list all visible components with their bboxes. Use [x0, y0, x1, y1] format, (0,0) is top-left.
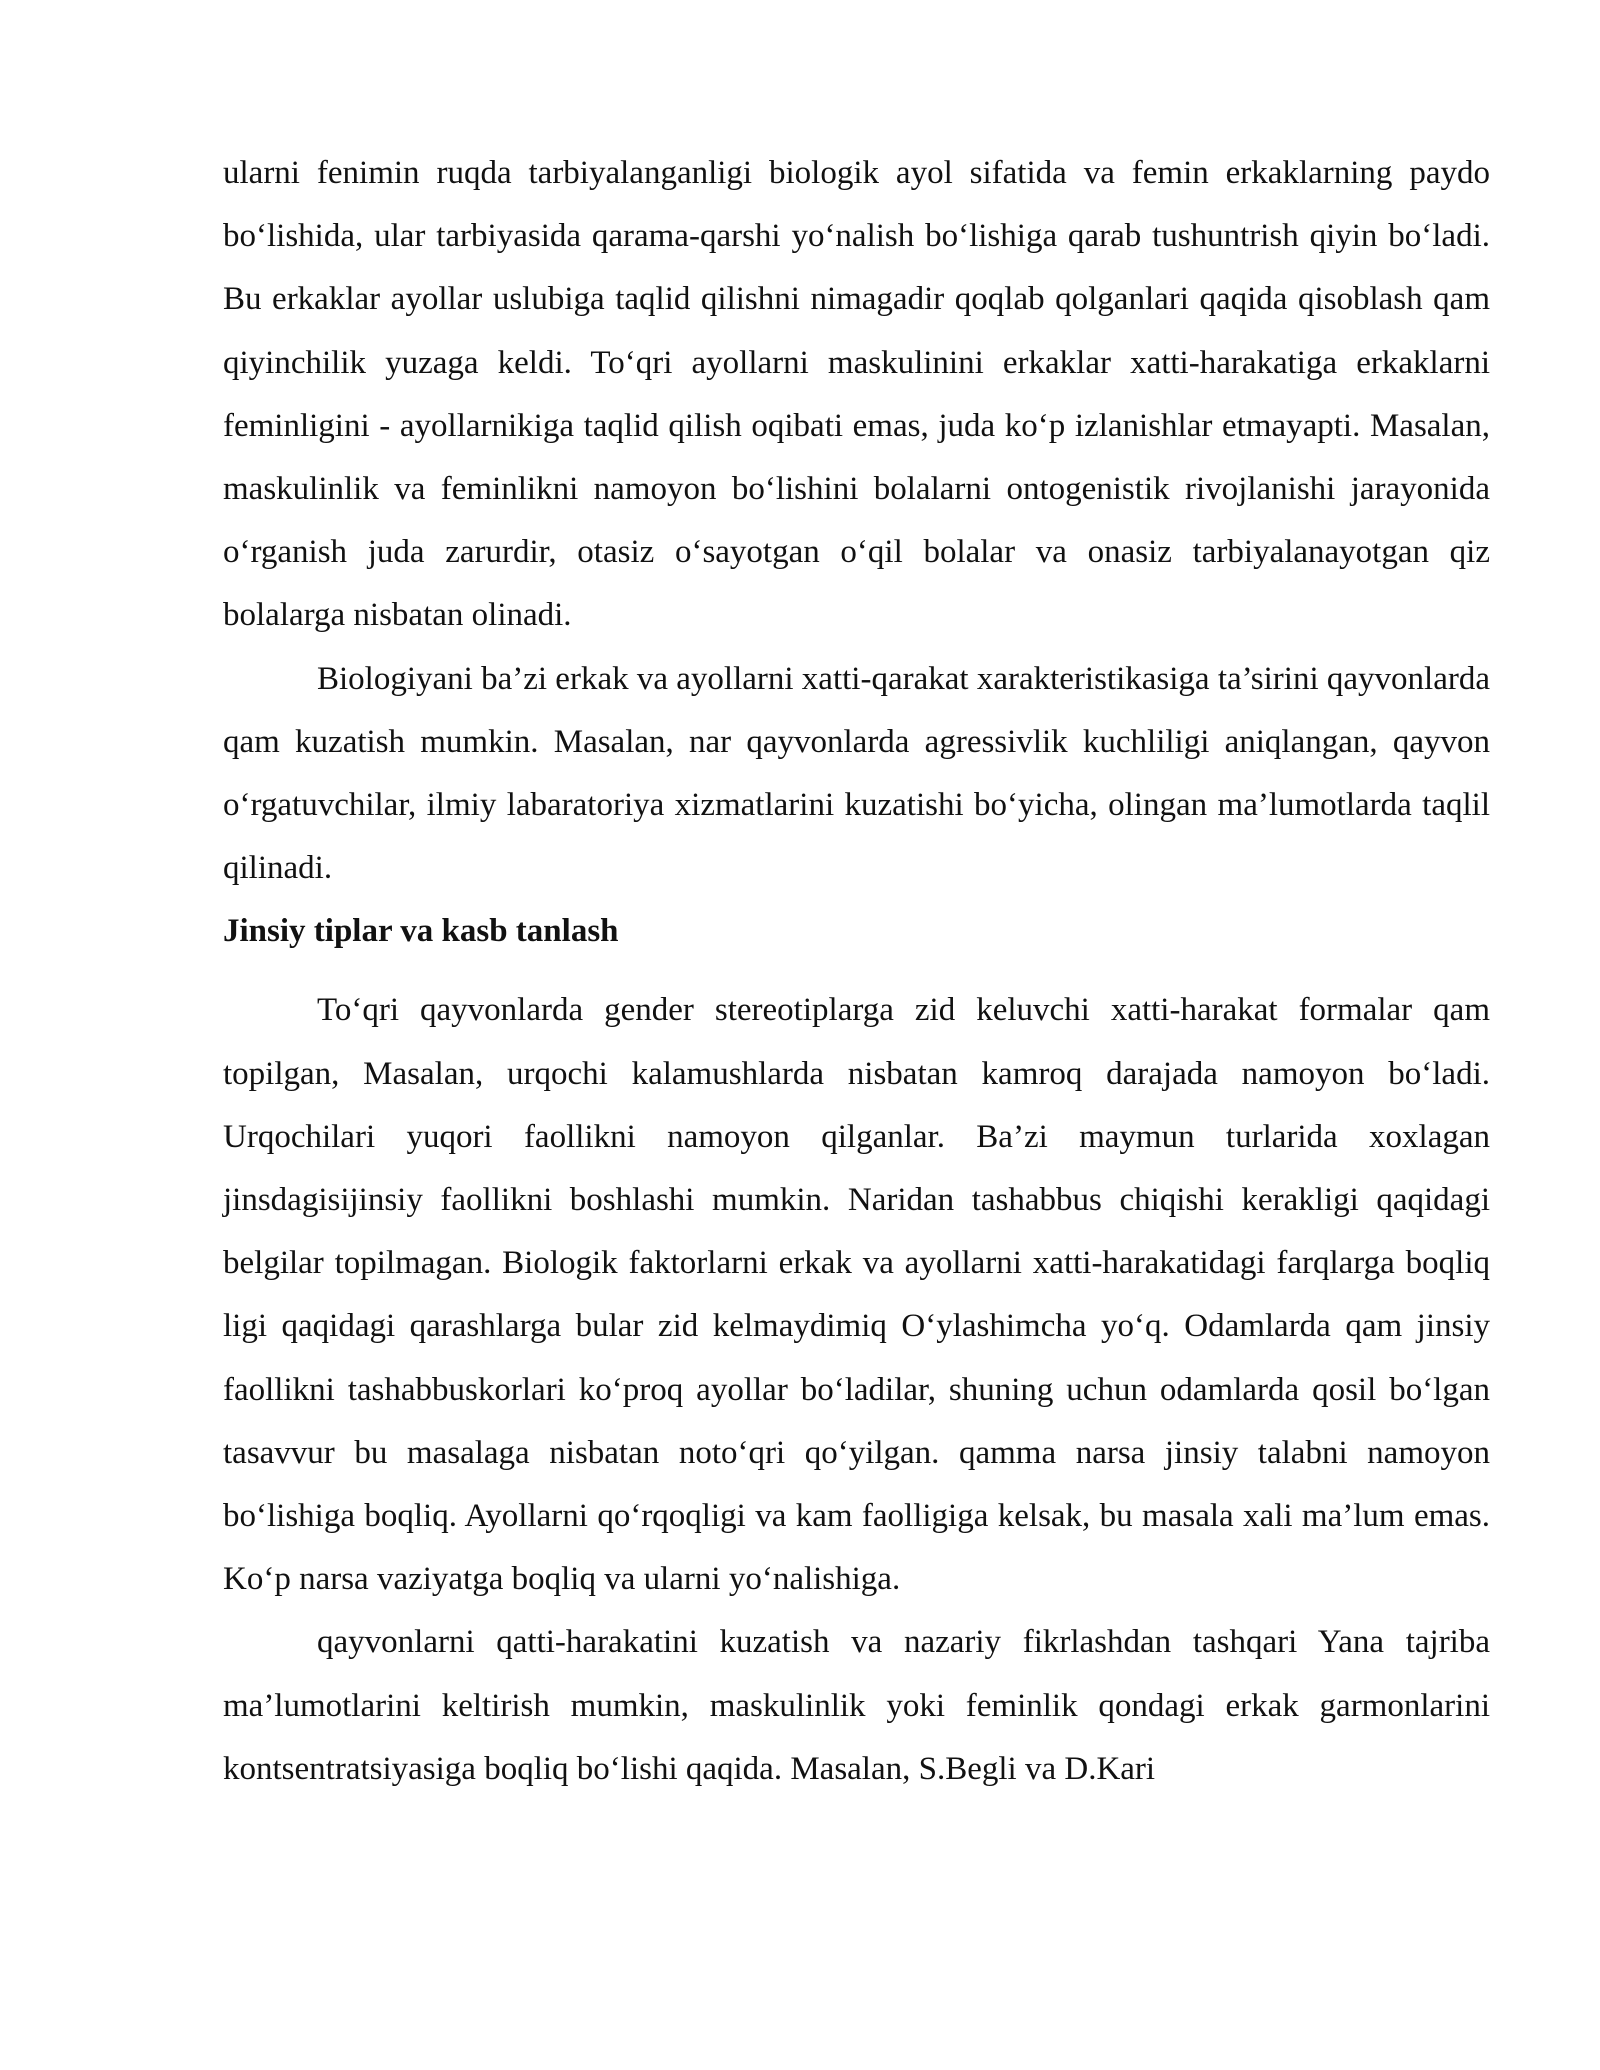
paragraph: To‘qri qayvonlarda gender stereotiplarga zid keluvchi xatti-harakat formalar qam topilgan, Masalan, urqochi kalamushlarda nisbatan kamroq darajada namoyon bo‘ladi. Urqochilari yuqori faollikni namoyon qilganlar. Ba’zi maymun turlarida xoxlagan jinsdagisijinsiy faollikni boshlashi mumkin. Naridan tashabbus chiqishi kerakligi qaqidagi belgilar topilmagan. Biologik faktorlarni erkak va ayollarni xatti-harakatidagi farqlarga boqliq ligi qaqidagi qarashlarga bular zid kelmaydimiq O‘ylashimcha yo‘q. Odamlarda qam jinsiy faollikni tashabbuskorlari ko‘proq ayollar bo‘ladilar, shuning uchun odamlarda qosil bo‘lgan tasavvur bu masalaga nisbatan noto‘qri qo‘yilgan. qamma narsa jinsiy talabni namoyon bo‘lishiga boqliq. Ayollarni qo‘rqoqligi va kam faolligiga kelsak, bu masala xali ma’lum emas. Ko‘p narsa vaziyatga boqliq va ularni yo‘nalishiga.: [223, 992, 1490, 1598]
section-heading: Jinsiy tiplar va kasb tanlash: [223, 913, 619, 950]
paragraph: qayvonlarni qatti-harakatini kuzatish va nazariy fikrlashdan tashqari Yana tajriba ma’lumotlarini keltirish mumkin, maskulinlik yoki feminlik qondagi erkak garmonlarini kontsentratsiyasiga boqliq bo‘lishi qaqida. Masalan, S.Begli va D.Kari: [223, 1624, 1490, 1787]
paragraph: Biologiyani ba’zi erkak va ayollarni xatti-qarakat xarakteristikasiga ta’sirini qayvonlarda qam kuzatish mumkin. Masalan, nar qayvonlarda agressivlik kuchliligi aniqlangan, qayvon o‘rgatuvchilar, ilmiy labaratoriya xizmatlarini kuzatishi bo‘yicha, olingan ma’lumotlarda taqlil qilinadi.: [223, 660, 1490, 887]
paragraph: ularni fenimin ruqda tarbiyalanganligi biologik ayol sifatida va femin erkaklarning paydo bo‘lishida, ular tarbiyasida qarama-qarshi yo‘nalish bo‘lishiga qarab tushuntrish qiyin bo‘ladi. Bu erkaklar ayollar uslubiga taqlid qilishni nimagadir qoqlab qolganlari qaqida qisoblash qam qiyinchilik yuzaga keldi. To‘qri ayollarni maskulinini erkaklar xatti-harakatiga erkaklarni feminligini - ayollarnikiga taqlid qilish oqibati emas, juda ko‘p izlanishlar etmayapti. Masalan, maskulinlik va feminlikni namoyon bo‘lishini bolalarni ontogenistik rivojlanishi jarayonida o‘rganish juda zarurdir, otasiz o‘sayotgan o‘qil bolalar va onasiz tarbiyalanayotgan qiz bolalarga nisbatan olinadi.: [223, 155, 1490, 634]
document-body: [223, 142, 1490, 1801]
